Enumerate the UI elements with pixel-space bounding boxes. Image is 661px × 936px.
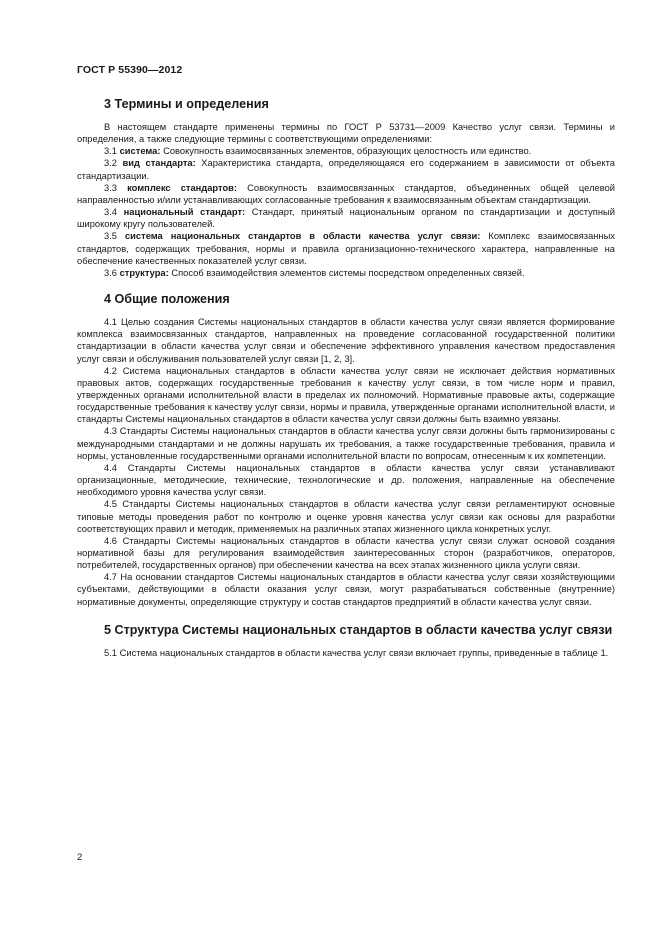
document-code-header: ГОСТ Р 55390—2012 <box>77 64 183 76</box>
section-title: 5 Структура Системы национальных стандартов в области качества услуг связи <box>104 622 613 637</box>
term-definition: 3.1 система: Совокупность взаимосвязанных элементов, образующих целостность или единство. <box>104 146 532 157</box>
clause: 4.4 Стандарты Системы национальных стандартов в области качества услуг связи устанавливают организационные, методические, технические, технологические и др. положения, направленные на обеспечение необходимого уровня качества услуг связи. <box>77 462 615 498</box>
section-terms <box>77 96 615 279</box>
page-number: 2 <box>77 852 83 863</box>
section-structure <box>77 622 615 659</box>
clause: 4.6 Стандарты Системы национальных стандартов в области качества услуг связи служат основой создания нормативной базы для регулирования взаимодействия заинтересованных сторон (разработчиков, операторов, потребителей, государственных органов) при обеспечении качества на всех этапах жизненного цикла услуги связи. <box>77 535 615 571</box>
clause: 5.1 Система национальных стандартов в области качества услуг связи включает группы, приведенные в таблице 1. <box>104 647 609 658</box>
paragraph: В настоящем стандарте применены термины по ГОСТ Р 53731—2009 Качество услуг связи. Термины и определения, а также следующие термины с соответствующими определениями: <box>77 122 615 145</box>
term-definition: 3.5 система национальных стандартов в области качества услуг связи: Комплекс взаимосвязанных стандартов, содержащих требования, нормы и правила организационно-технического характера, направленные на обеспечение качественных показателей услуг связи. <box>77 231 615 266</box>
section-title: 4 Общие положения <box>104 292 230 307</box>
term-definition: 3.6 структура: Способ взаимодействия элементов системы посредством определенных связей. <box>104 267 525 278</box>
clause: 4.1 Целью создания Системы национальных стандартов в области качества услуг связи является формирование комплекса взаимосвязанных стандартов, направленных на проведение согласованной государственной политики стандартизации в области качества услуг связи и обеспечение эффективного управления качеством предоставления услуг связи и обслуживания пользователей услуг связи [1, 2, 3]. <box>77 317 615 364</box>
term-definition: 3.4 национальный стандарт: Стандарт, принятый национальным органом по стандартизации и доступный широкому кругу пользователей. <box>77 207 615 230</box>
clause: 4.5 Стандарты Системы национальных стандартов в области качества услуг связи регламентируют основные типовые методы проведения работ по контролю и оценке уровня качества услуг связи как основы для разработки соответствующих правил и методик, применяемых на различных этапах жизненного цикла конкретных услуг. <box>77 499 615 534</box>
clause: 4.3 Стандарты Системы национальных стандартов в области качества услуг связи должны быть гармонизированы с международными стандартами и не должны нарушать их требования, а также государственные требования, правила и нормы, установленные государственными органами исполнительной власти по вопросам, отнесенным к их компетенции. <box>77 426 615 461</box>
term-definition: 3.3 комплекс стандартов: Совокупность взаимосвязанных стандартов, объединенных общей целевой направленностью и/или устанавливающих согласованные требования к взаимосвязанным объектам стандартизации. <box>77 182 615 205</box>
clause: 4.2 Система национальных стандартов в области качества услуг связи не исключает действия нормативных правовых актов, содержащих государственные требования к качеству услуг связи, в том числе норм и правил, утвержденных органами исполнительной власти в пределах их полномочий. Нормативные правовые акты, содержащие государственные требования к качеству услуг связи, нормы и правила, утвержденные органами исполнительной власти, и стандарты Системы национальных стандартов в области качества услуг связи должны быть взаимно увязаны. <box>77 365 615 425</box>
section-title: 3 Термины и определения <box>104 97 269 111</box>
document-body <box>77 96 615 659</box>
section-general-provisions <box>77 291 615 608</box>
clause: 4.7 На основании стандартов Системы национальных стандартов в области качества услуг связи хозяйствующими субъектами, действующими в области оказания услуг связи, могут разрабатываться собственные (внутренние) нормативные документы, определяющие структуру и состав стандартов предприятий в области качества услуг связи. <box>77 572 615 607</box>
term-definition: 3.2 вид стандарта: Характеристика стандарта, определяющаяся его содержанием в зависимости от объекта стандартизации. <box>77 158 615 181</box>
